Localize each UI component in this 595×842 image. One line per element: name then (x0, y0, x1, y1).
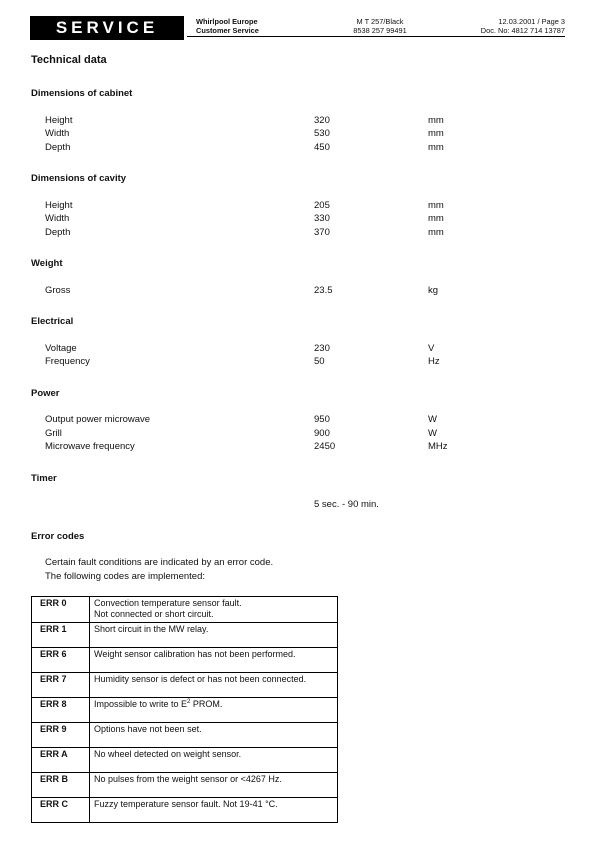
spec-value: 530 (314, 128, 330, 139)
service-badge: SERVICE (30, 16, 184, 40)
spec-value: 330 (314, 213, 330, 224)
error-description: Options have not been set. (90, 723, 338, 748)
spec-unit: mm (428, 128, 444, 139)
error-description: No wheel detected on weight sensor. (90, 748, 338, 773)
spec-row (45, 115, 545, 128)
spec-row (45, 441, 545, 454)
error-description-text: Impossible to write to E (94, 699, 188, 709)
spec-label: Height (45, 115, 73, 126)
spec-label: Depth (45, 142, 71, 153)
error-code: ERR A (32, 748, 90, 773)
table-row (32, 597, 338, 623)
header-rule (187, 36, 565, 37)
spec-row (45, 343, 545, 356)
spec-unit: MHz (428, 441, 448, 452)
spec-label: Microwave frequency (45, 441, 135, 452)
header-doc-info (481, 18, 565, 35)
spec-unit: W (428, 428, 437, 439)
table-row (32, 648, 338, 673)
error-description-line: Not connected or short circuit. (94, 609, 214, 619)
error-intro-line1: Certain fault conditions are indicated by an error code. (45, 557, 274, 568)
error-code: ERR C (32, 798, 90, 823)
error-code-table (31, 596, 338, 823)
section-heading-errors: Error codes (31, 531, 85, 542)
doc-number: Doc. No: 4812 714 13787 (480, 25, 565, 35)
error-description-text: PROM. (190, 699, 223, 709)
spec-unit: mm (428, 200, 444, 211)
spec-label: Frequency (45, 356, 90, 367)
error-description: Fuzzy temperature sensor fault. Not 19-41 °C. (90, 798, 338, 823)
spec-row (45, 499, 545, 512)
spec-unit: mm (428, 213, 444, 224)
section-heading-cabinet: Dimensions of cabinet (31, 88, 133, 99)
spec-value: 230 (314, 343, 330, 354)
spec-row (45, 356, 545, 369)
spec-value: 450 (314, 142, 330, 153)
table-row (32, 698, 338, 723)
error-description: Weight sensor calibration has not been performed. (90, 648, 338, 673)
table-row (32, 623, 338, 648)
spec-unit: V (428, 343, 435, 354)
model-number: 8538 257 99491 (353, 25, 407, 35)
spec-row (45, 428, 545, 441)
error-code: ERR 1 (32, 623, 90, 648)
company-dept: Customer Service (196, 25, 259, 35)
error-description: Short circuit in the MW relay. (90, 623, 338, 648)
spec-unit: Hz (428, 356, 440, 367)
table-row (32, 773, 338, 798)
section-heading-timer: Timer (31, 473, 57, 484)
error-code: ERR 8 (32, 698, 90, 723)
doc-date-page: 12.03.2001 / Page 3 (498, 17, 565, 26)
spec-label: Grill (45, 428, 62, 439)
error-code: ERR 0 (32, 597, 90, 623)
header-company (196, 18, 259, 35)
error-description: No pulses from the weight sensor or <4267 Hz. (90, 773, 338, 798)
spec-value: 370 (314, 227, 330, 238)
spec-unit: mm (428, 142, 444, 153)
spec-row (45, 227, 545, 240)
spec-value: 950 (314, 414, 330, 425)
spec-unit: W (428, 414, 437, 425)
error-code: ERR 6 (32, 648, 90, 673)
spec-row (45, 213, 545, 226)
spec-row (45, 200, 545, 213)
spec-value: 23.5 (314, 285, 333, 296)
spec-row (45, 142, 545, 155)
spec-unit: mm (428, 227, 444, 238)
error-description (90, 698, 338, 723)
table-row (32, 798, 338, 823)
spec-label: Width (45, 128, 70, 139)
spec-value: 2450 (314, 441, 336, 452)
spec-label: Height (45, 200, 73, 211)
spec-value: 50 (314, 356, 325, 367)
spec-row (45, 128, 545, 141)
superscript: 2 (187, 699, 191, 705)
section-heading-electrical: Electrical (31, 316, 74, 327)
error-code: ERR 9 (32, 723, 90, 748)
table-row (32, 723, 338, 748)
error-description: Humidity sensor is defect or has not been connected. (90, 673, 338, 698)
spec-label: Width (45, 213, 70, 224)
error-intro-line2: The following codes are implemented: (45, 571, 206, 582)
error-description (90, 597, 338, 623)
table-row (32, 673, 338, 698)
spec-row (45, 414, 545, 427)
error-code: ERR B (32, 773, 90, 798)
spec-value: 320 (314, 115, 330, 126)
spec-row (45, 285, 545, 298)
spec-value: 900 (314, 428, 330, 439)
spec-label: Gross (45, 285, 71, 296)
section-heading-weight: Weight (31, 258, 63, 269)
section-heading-power: Power (31, 388, 60, 399)
company-name: Whirlpool Europe (196, 17, 258, 26)
spec-label: Output power microwave (45, 414, 151, 425)
header-model (350, 18, 410, 35)
page-title: Technical data (31, 54, 107, 66)
spec-label: Voltage (45, 343, 77, 354)
section-heading-cavity: Dimensions of cavity (31, 173, 127, 184)
spec-label: Depth (45, 227, 71, 238)
model-name: M T 257/Black (356, 17, 404, 26)
spec-value: 205 (314, 200, 330, 211)
timer-value: 5 sec. - 90 min. (314, 499, 379, 510)
spec-unit: mm (428, 115, 444, 126)
error-code: ERR 7 (32, 673, 90, 698)
error-description-line: Convection temperature sensor fault. (94, 598, 242, 608)
table-row (32, 748, 338, 773)
spec-unit: kg (428, 285, 439, 296)
